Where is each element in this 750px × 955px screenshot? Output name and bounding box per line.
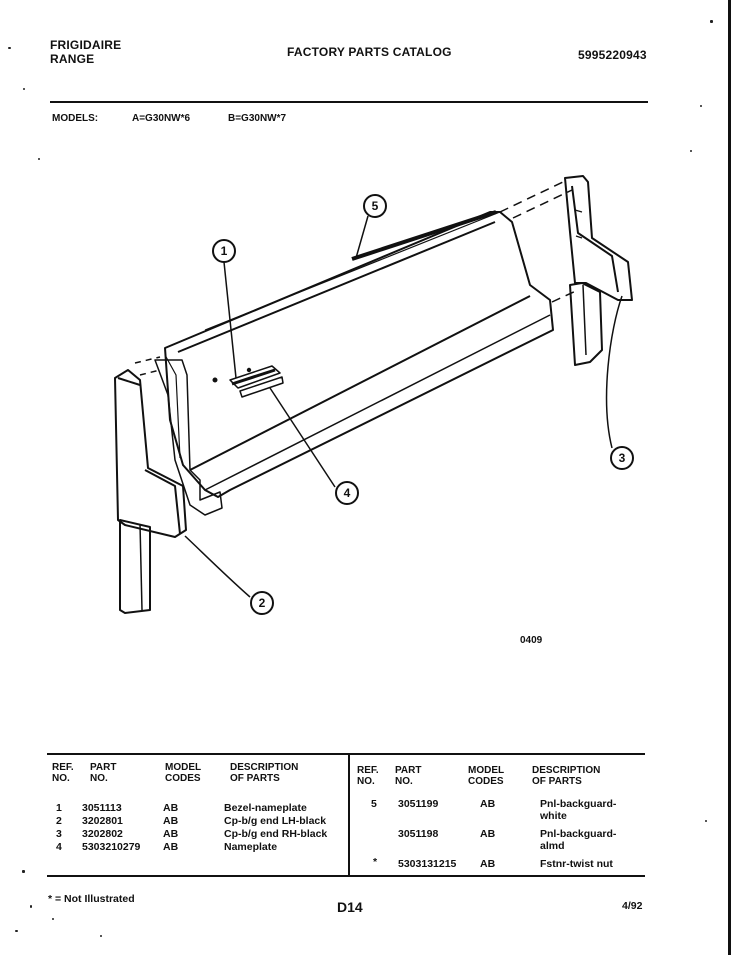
header-model-codes: MODEL CODES — [468, 765, 505, 787]
page-number: D14 — [337, 899, 363, 915]
scan-speck — [700, 105, 702, 107]
scan-speck — [52, 918, 54, 920]
models-label: MODELS: — [52, 113, 99, 124]
backguard-panel — [135, 182, 578, 515]
part-cell: 3051113 — [82, 802, 122, 814]
callout-label: 5 — [371, 199, 379, 213]
ref-cell: 4 — [56, 841, 62, 853]
desc-cell: Pnl-backguard- almd — [540, 828, 617, 852]
scan-speck — [8, 47, 11, 49]
catalog-title: FACTORY PARTS CATALOG — [287, 45, 452, 59]
model-b: B=G30NW*7 — [228, 113, 287, 124]
header-description: DESCRIPTION OF PARTS — [532, 765, 601, 787]
product-name: RANGE — [50, 52, 95, 66]
callout-label: 2 — [258, 596, 266, 610]
codes-cell: AB — [480, 798, 496, 810]
header-model-codes: MODEL CODES — [165, 762, 202, 784]
desc-cell: Cp-b/g end RH-black — [224, 828, 328, 840]
part-cell: 3051198 — [398, 828, 439, 840]
table-divider — [348, 753, 350, 875]
scan-speck — [22, 870, 25, 873]
codes-cell: AB — [163, 802, 179, 814]
callout-label: 4 — [343, 486, 351, 500]
table-bottom-rule — [47, 875, 645, 877]
callout-label: 3 — [618, 451, 626, 465]
codes-cell: AB — [163, 828, 179, 840]
header-description: DESCRIPTION OF PARTS — [230, 762, 299, 784]
scan-speck — [30, 905, 32, 908]
header-part-no: PART NO. — [395, 765, 422, 787]
scan-edge — [728, 0, 731, 955]
scan-speck — [100, 935, 102, 937]
table-top-rule — [47, 753, 645, 755]
scan-speck — [690, 150, 692, 152]
desc-cell: Fstnr-twist nut — [540, 858, 613, 870]
not-illustrated-note: * = Not Illustrated — [48, 893, 135, 905]
ref-cell: 5 — [371, 798, 377, 810]
model-a: A=G30NW*6 — [132, 113, 191, 124]
figure-code: 0409 — [520, 635, 543, 646]
desc-cell: Cp-b/g end LH-black — [224, 815, 327, 827]
part-cell: 3202802 — [82, 828, 123, 840]
right-end-cap — [565, 176, 632, 365]
codes-cell: AB — [163, 841, 179, 853]
scan-speck — [705, 820, 707, 822]
revision-date: 4/92 — [622, 900, 643, 912]
scan-speck — [15, 930, 18, 932]
codes-cell: AB — [163, 815, 179, 827]
ref-cell: 3 — [56, 828, 62, 840]
scan-speck — [38, 158, 40, 160]
codes-cell: AB — [480, 858, 496, 870]
desc-cell: Bezel-nameplate — [224, 802, 307, 814]
part-cell: 5303210279 — [82, 841, 141, 853]
scan-speck — [23, 88, 25, 90]
ref-cell: * — [373, 856, 378, 868]
header-ref-no: REF. NO. — [52, 762, 74, 784]
ref-cell: 1 — [56, 802, 62, 814]
header-ref-no: REF. NO. — [357, 765, 379, 787]
desc-cell: Pnl-backguard- white — [540, 798, 617, 822]
codes-cell: AB — [480, 828, 496, 840]
catalog-number: 5995220943 — [578, 48, 647, 62]
part-cell: 3202801 — [82, 815, 123, 827]
desc-cell: Nameplate — [224, 841, 278, 853]
part-cell: 3051199 — [398, 798, 439, 810]
scan-speck — [710, 20, 713, 23]
callout-label: 1 — [220, 244, 228, 258]
ref-cell: 2 — [56, 815, 62, 827]
part-cell: 5303131215 — [398, 858, 457, 870]
header-part-no: PART NO. — [90, 762, 117, 784]
brand-name: FRIGIDAIRE — [50, 38, 122, 52]
left-end-cap — [115, 370, 186, 613]
